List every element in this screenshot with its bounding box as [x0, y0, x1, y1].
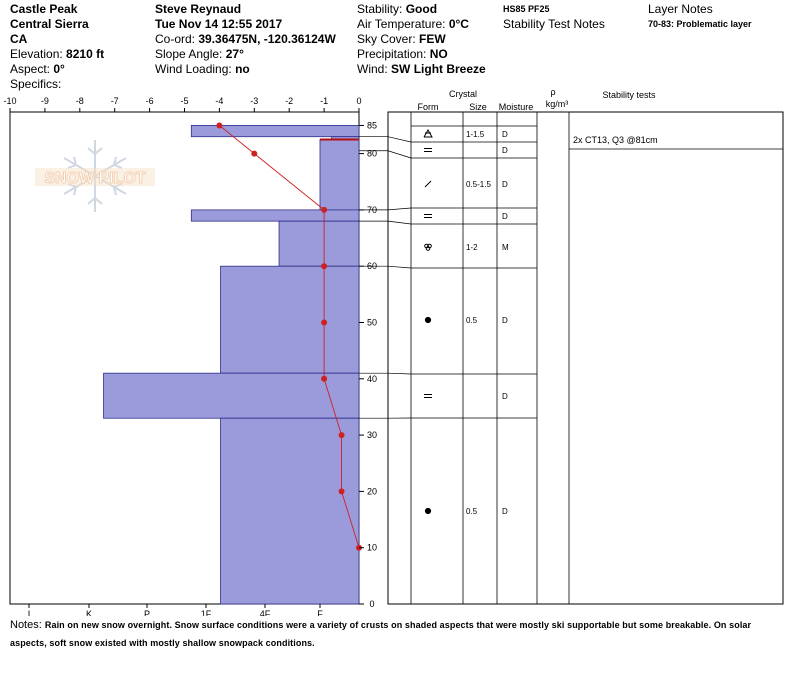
- rounded-grain-icon: [425, 317, 430, 322]
- temperature-point: [321, 263, 327, 269]
- form-header: Form: [417, 102, 439, 112]
- notes-label: Notes:: [10, 619, 42, 631]
- melt-freeze-crust-icon: [424, 149, 432, 152]
- layer-moisture: D: [502, 212, 508, 221]
- layer-table: [359, 112, 783, 604]
- hardness-bar: [221, 266, 359, 373]
- depth-tick-label: 10: [366, 542, 378, 553]
- hardness-tick-label: I: [27, 609, 31, 616]
- stability-test-entry: 2x CT13, Q3 @81cm: [573, 135, 658, 145]
- depth-tick-label: 0: [369, 599, 375, 609]
- hardness-bar: [191, 125, 359, 136]
- hardness-tick-label: 1F: [200, 609, 212, 616]
- logo-text: SNOW PILOT: [44, 170, 146, 187]
- temperature-point: [321, 376, 327, 382]
- moisture-header: Moisture: [498, 102, 534, 112]
- sky-cover-value: FEW: [419, 32, 446, 46]
- temperature-axis: [3, 96, 361, 112]
- notes-block: [10, 616, 790, 652]
- precip-label: Precipitation:: [357, 47, 427, 61]
- temp-tick-label: -1: [320, 96, 329, 106]
- stability-label: Stability:: [357, 2, 403, 16]
- layer-moisture: D: [502, 507, 508, 516]
- notes-text: Rain on new snow overnight. Snow surface conditions were a variety of crusts on shaded aspects that were mostly ski supportable but some breakable. On solar aspects, soft snow existed with mostly shallow snowpack conditions.: [10, 620, 752, 648]
- temperature-point: [321, 320, 327, 326]
- hardness-bar: [320, 140, 359, 210]
- layer-connector: [359, 137, 411, 142]
- coord-value: 39.36475N, -120.36124W: [198, 32, 336, 46]
- layer-moisture: D: [502, 316, 508, 325]
- temperature-point: [216, 122, 222, 128]
- layer-size: 1-1.5: [466, 130, 485, 139]
- wind-loading-label: Wind Loading:: [155, 62, 232, 76]
- hardness-tick-label: K: [85, 609, 93, 616]
- observation-datetime: Tue Nov 14 12:55 2017: [155, 17, 283, 31]
- layer-moisture: M: [502, 243, 509, 252]
- layer-notes-label: Layer Notes: [648, 2, 713, 16]
- temperature-point: [251, 151, 257, 157]
- density-unit: kg/m³: [545, 99, 569, 109]
- layer-table-header: [418, 87, 657, 112]
- depth-tick-label: 70: [366, 204, 378, 215]
- size-header: Size: [469, 102, 487, 112]
- depth-tick-label: 80: [366, 148, 378, 159]
- layer-size: 0.5: [466, 316, 478, 325]
- elevation-value: 8210 ft: [66, 47, 105, 61]
- location-name: Castle Peak: [10, 2, 78, 16]
- hardness-tick-label: 4F: [259, 609, 271, 616]
- hs-pf-label: HS85 PF25: [503, 4, 550, 14]
- melt-form-icon: [425, 244, 432, 250]
- depth-tick-label: 30: [366, 430, 378, 441]
- hardness-bars: [104, 125, 359, 604]
- surface-hoar-icon: [424, 130, 432, 137]
- hardness-bar: [279, 221, 359, 266]
- layer-size: 0.5: [466, 507, 478, 516]
- temp-tick-label: -7: [110, 96, 119, 106]
- aspect-label: Aspect:: [10, 62, 51, 76]
- wind-loading-value: no: [235, 62, 250, 76]
- stability-value: Good: [405, 2, 438, 16]
- depth-tick-label: 85: [366, 120, 378, 131]
- depth-tick-label: 60: [366, 261, 378, 272]
- hardness-tick-label: F: [317, 609, 323, 616]
- depth-axis: [359, 120, 377, 609]
- hardness-axis: [28, 604, 324, 616]
- depth-tick-label: 40: [366, 373, 378, 384]
- temp-tick-label: -10: [3, 96, 17, 106]
- layer-moisture: D: [502, 392, 508, 401]
- layer-size: 0.5-1.5: [466, 180, 491, 189]
- depth-tick-label: 20: [366, 486, 378, 497]
- aspect-value: 0°: [53, 62, 65, 76]
- table-frame: [388, 112, 783, 604]
- temperature-point: [339, 488, 345, 494]
- layer-connector: [359, 221, 411, 224]
- depth-tick-label: 50: [366, 317, 378, 328]
- hardness-tick-label: P: [143, 609, 151, 616]
- layer-moisture: D: [502, 180, 508, 189]
- air-temp-label: Air Temperature:: [357, 17, 446, 31]
- melt-freeze-crust-icon: [424, 215, 432, 218]
- temperature-point: [321, 207, 327, 213]
- stability-test-notes-label: Stability Test Notes: [503, 17, 605, 31]
- temp-tick-label: -2: [285, 96, 294, 106]
- layer-moisture: D: [502, 130, 508, 139]
- observer-name: Steve Reynaud: [155, 2, 242, 16]
- temp-tick-label: -3: [250, 96, 259, 106]
- precip-value: NO: [429, 47, 448, 61]
- decomposing-icon: [425, 181, 431, 187]
- rounded-grain-icon: [425, 508, 430, 513]
- crystal-header: Crystal: [448, 89, 478, 99]
- temp-tick-label: -5: [180, 96, 189, 106]
- slope-label: Slope Angle:: [155, 47, 223, 61]
- hardness-bar: [191, 210, 359, 221]
- coord-label: Co-ord:: [155, 32, 196, 46]
- melt-freeze-crust-icon: [424, 395, 432, 398]
- problematic-layer-note: 70-83: Problematic layer: [648, 19, 752, 29]
- hardness-bar: [221, 418, 359, 604]
- specifics-label: Specifics:: [10, 77, 62, 91]
- temp-tick-label: -6: [145, 96, 154, 106]
- temp-tick-label: -9: [40, 96, 49, 106]
- temperature-point: [339, 432, 345, 438]
- wind-label: Wind:: [357, 62, 388, 76]
- temp-tick-label: -4: [215, 96, 224, 106]
- layer-size: 1-2: [466, 243, 478, 252]
- layer-moisture: D: [502, 146, 508, 155]
- stability-tests-column: [573, 135, 658, 145]
- temp-tick-label: -8: [75, 96, 84, 106]
- hardness-bar: [104, 373, 359, 418]
- air-temp-value: 0°C: [448, 17, 469, 31]
- snow-pilot-logo: [35, 140, 155, 212]
- temp-tick-label: 0: [356, 96, 362, 106]
- range-name: Central Sierra: [10, 17, 89, 31]
- sky-cover-label: Sky Cover:: [357, 32, 416, 46]
- density-symbol: ρ: [550, 87, 556, 97]
- stability-tests-header: Stability tests: [602, 90, 656, 100]
- wind-value: SW Light Breeze: [391, 62, 486, 76]
- state-name: CA: [10, 32, 28, 46]
- elevation-label: Elevation:: [10, 47, 63, 61]
- slope-value: 27°: [225, 47, 244, 61]
